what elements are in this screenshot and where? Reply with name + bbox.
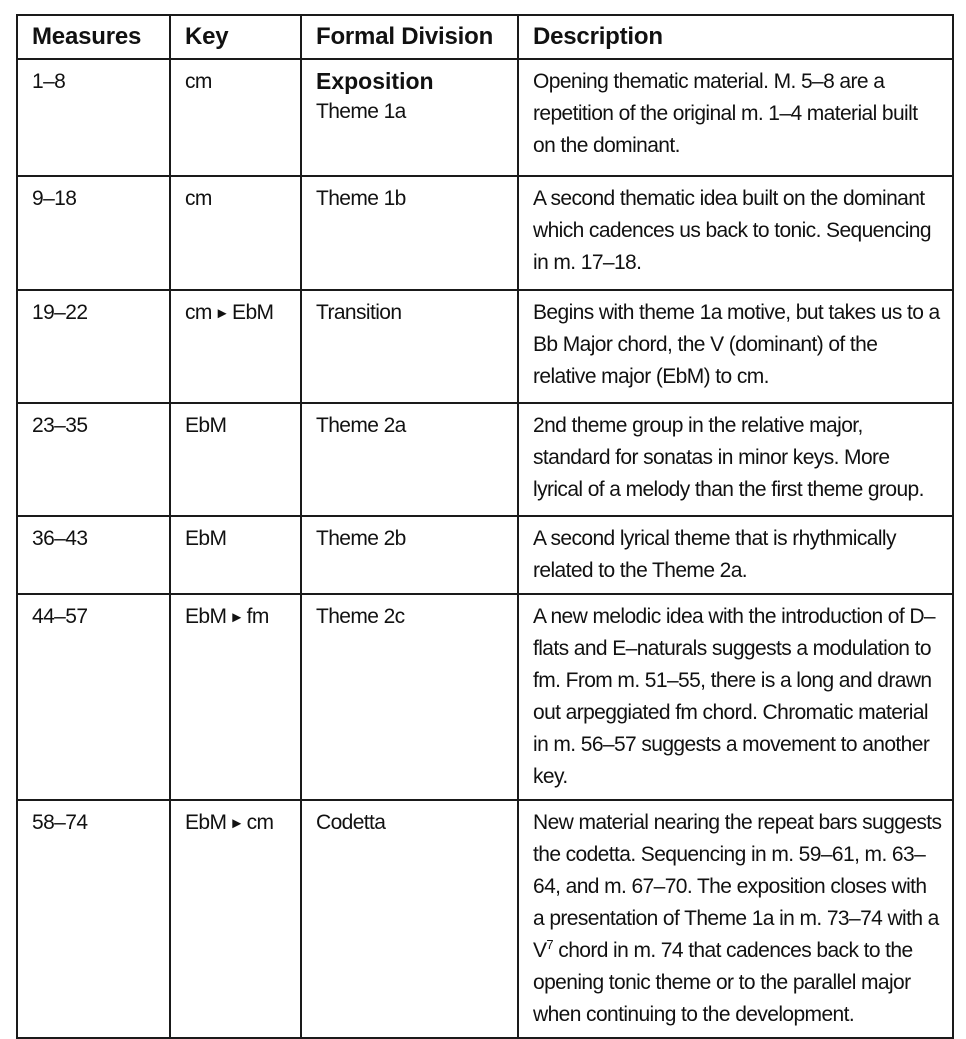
table-row	[17, 59, 953, 176]
measures-cell: 19–22	[17, 290, 170, 403]
description-text: New material nearing the repeat bars suggests the codetta. Sequencing in m. 59–61, m. 63–64, and m. 67–70. The exposition closes with a presentation of Theme 1a in m. 73–74 with a V	[533, 811, 942, 962]
key-from: EbM	[185, 605, 227, 628]
description-cell: A second thematic idea built on the dominant which cadences us back to tonic. Sequencing in m. 17–18.	[518, 176, 953, 290]
table-row	[17, 403, 953, 516]
key-cell: EbM	[170, 403, 301, 516]
key-cell	[170, 800, 301, 1038]
superscript-seven: 7	[546, 937, 554, 952]
division-cell: Theme 2c	[301, 594, 518, 800]
key-to: fm	[246, 605, 269, 628]
measures-cell: 23–35	[17, 403, 170, 516]
measures-cell: 9–18	[17, 176, 170, 290]
division-cell	[301, 59, 518, 176]
division-cell: Theme 2b	[301, 516, 518, 594]
description-cell: A new melodic idea with the introduction of D–flats and E–naturals suggests a modulation to fm. From m. 51–55, there is a long and drawn out arpeggiated fm chord. Chromatic material in m. 56–57 suggests a movement to another key.	[518, 594, 953, 800]
header-row	[17, 15, 953, 59]
key-cell: cm	[170, 176, 301, 290]
arrow-icon: ►	[214, 305, 230, 322]
division-label: Theme 1a	[316, 100, 406, 123]
key-cell	[170, 290, 301, 403]
division-cell: Transition	[301, 290, 518, 403]
section-label: Exposition	[316, 68, 434, 94]
key-cell	[170, 594, 301, 800]
description-text-continued: chord in m. 74 that cadences back to the opening tonic theme or to the parallel major when continuing to the development.	[533, 939, 913, 1026]
description-cell: 2nd theme group in the relative major, standard for sonatas in minor keys. More lyrical of a melody than the first theme group.	[518, 403, 953, 516]
table-row	[17, 594, 953, 800]
measures-cell: 58–74	[17, 800, 170, 1038]
description-cell	[518, 800, 953, 1038]
key-from: cm	[185, 301, 212, 324]
division-cell: Theme 2a	[301, 403, 518, 516]
header-key: Key	[170, 15, 301, 59]
key-cell: EbM	[170, 516, 301, 594]
key-to: EbM	[232, 301, 274, 324]
description-cell: Opening thematic material. M. 5–8 are a repetition of the original m. 1–4 material built on the dominant.	[518, 59, 953, 176]
measures-cell: 36–43	[17, 516, 170, 594]
measures-cell: 1–8	[17, 59, 170, 176]
arrow-icon: ►	[229, 609, 244, 626]
measures-cell: 44–57	[17, 594, 170, 800]
header-measures: Measures	[17, 15, 170, 59]
key-from: EbM	[185, 811, 227, 834]
header-formal-division: Formal Division	[301, 15, 518, 59]
key-to: cm	[246, 811, 274, 834]
division-cell: Codetta	[301, 800, 518, 1038]
table-row	[17, 290, 953, 403]
description-cell: A second lyrical theme that is rhythmically related to the Theme 2a.	[518, 516, 953, 594]
header-description: Description	[518, 15, 953, 59]
table-row	[17, 176, 953, 290]
division-cell: Theme 1b	[301, 176, 518, 290]
description-cell: Begins with theme 1a motive, but takes us to a Bb Major chord, the V (dominant) of the relative major (EbM) to cm.	[518, 290, 953, 403]
formal-analysis-table	[16, 14, 954, 1039]
table-row	[17, 800, 953, 1038]
arrow-icon: ►	[229, 815, 244, 832]
key-cell: cm	[170, 59, 301, 176]
table-row	[17, 516, 953, 594]
